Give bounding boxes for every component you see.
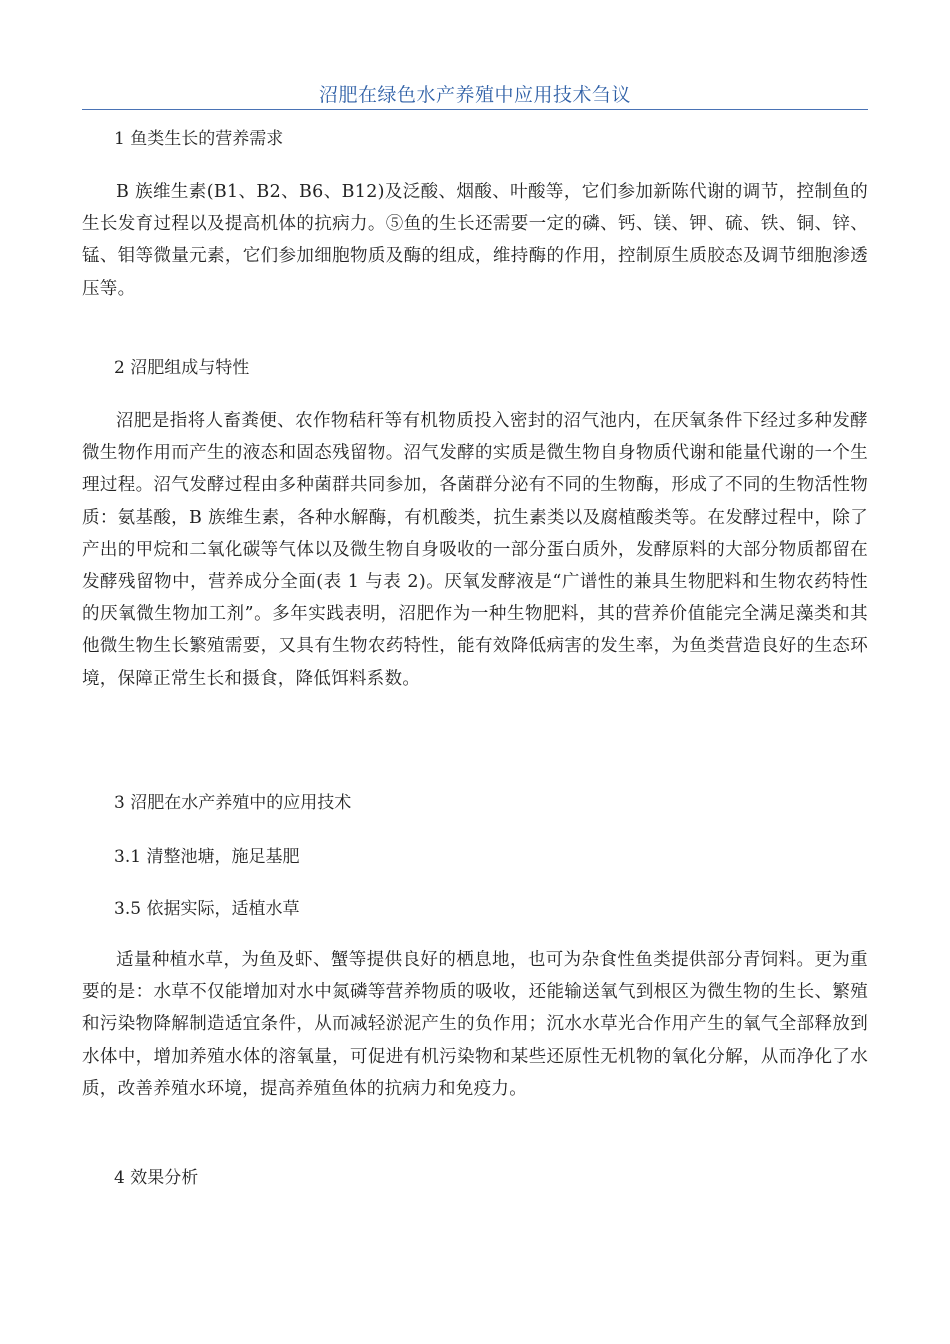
section-heading-3: 3 沼肥在水产养殖中的应用技术: [114, 793, 352, 813]
section-paragraph-2: 沼肥是指将人畜粪便、农作物秸秆等有机物质投入密封的沼气池内，在厌氧条件下经过多种发酵微生物作用而产生的液态和固态残留物。沼气发酵的实质是微生物自身物质代谢和能量代谢的一个生理过程。沼气发酵过程由多种菌群共同参加，各菌群分泌有不同的生物酶，形成了不同的生物活性物质：氨基酸，B 族维生素，各种水解酶，有机酸类，抗生素类以及腐植酸类等。在发酵过程中，除了产出的甲烷和二氧化碳等气体以及微生物自身吸收的一部分蛋白质外，发酵原料的大部分物质都留在发酵残留物中，营养成分全面(表 1 与表 2)。厌氧发酵液是“广谱性的兼具生物肥料和生物农药特性的厌氧微生物加工剂”。多年实践表明，沼肥作为一种生物肥料，其的营养价值能完全满足藻类和其他微生物生长繁殖需要，又具有生物农药特性，能有效降低病害的发生率，为鱼类营造良好的生态环境，保障正常生长和摄食，降低饵料系数。: [82, 411, 868, 689]
section-paragraph-3-5: 适量种植水草，为鱼及虾、蟹等提供良好的栖息地，也可为杂食性鱼类提供部分青饲料。更为重要的是：水草不仅能增加对水中氮磷等营养物质的吸收，还能输送氧气到根区为微生物的生长、繁殖和污染物降解制造适宜条件，从而减轻淤泥产生的负作用；沉水水草光合作用产生的氧气全部释放到水体中，增加养殖水体的溶氧量，可促进有机污染物和某些还原性无机物的氧化分解，从而净化了水质，改善养殖水环境，提高养殖鱼体的抗病力和免疫力。: [82, 950, 868, 1099]
document-title: 沼肥在绿色水产养殖中应用技术刍议: [318, 84, 631, 106]
section-heading-4: 4 效果分析: [114, 1168, 199, 1188]
subsection-heading-3-1: 3.1 清整池塘，施足基肥: [114, 847, 300, 867]
section-heading-2: 2 沼肥组成与特性: [114, 358, 250, 378]
section-paragraph-1: B 族维生素(B1、B2、B6、B12)及泛酸、烟酸、叶酸等，它们参加新陈代谢的调节，控制鱼的生长发育过程以及提高机体的抗病力。⑤鱼的生长还需要一定的磷、钙、镁、钾、硫、铁、铜、锌、锰、钼等微量元素，它们参加细胞物质及酶的组成，维持酶的作用，控制原生质胶态及调节细胞渗透压等。: [82, 182, 868, 299]
title-divider: [82, 109, 868, 110]
section-heading-1: 1 鱼类生长的营养需求: [114, 129, 284, 149]
subsection-heading-3-5: 3.5 依据实际，适植水草: [114, 899, 300, 919]
